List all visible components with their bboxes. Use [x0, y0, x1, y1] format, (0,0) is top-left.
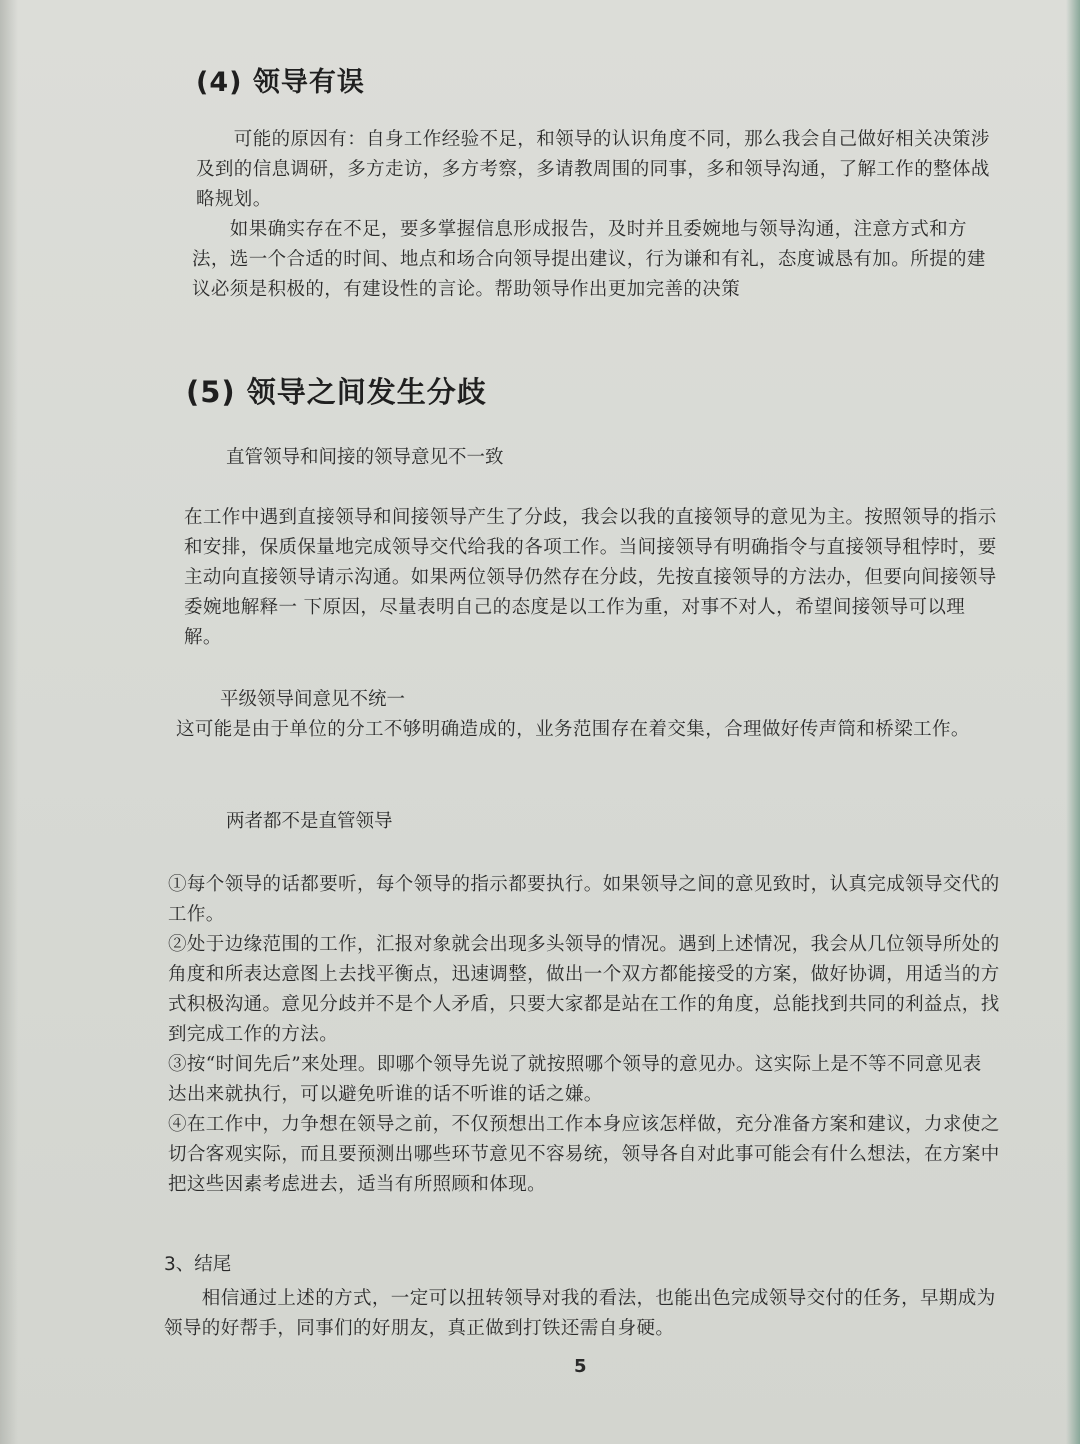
- section-3-heading: 3、结尾: [164, 1254, 232, 1275]
- section-4-paragraph-1: 可能的原因有：自身工作经验不足，和领导的认识角度不同，那么我会自己做好相关决策涉及到的信息调研，多方走访，多方考察，多请教周围的同事，多和领导沟通，了解工作的整体战略规划。: [196, 129, 990, 210]
- section-5-subheading-2: 平级领导间意见不统一: [220, 689, 406, 710]
- list-item: ③按“时间先后”来处理。即哪个领导先说了就按照哪个领导的意见办。这实际上是不等不同意见表达出来就执行，可以避免听谁的话不听谁的话之嫌。: [168, 1054, 982, 1105]
- page-number: 5: [574, 1356, 587, 1377]
- page-shadow-right: [1066, 0, 1080, 1444]
- section-5-subheading-3: 两者都不是直管领导: [226, 811, 393, 832]
- list-item: ②处于边缘范围的工作，汇报对象就会出现多头领导的情况。遇到上述情况，我会从几位领导所处的角度和所表达意图上去找平衡点，迅速调整，做出一个双方都能接受的方案，做好协调，用适当的方式积极沟通。意见分歧并不是个人矛盾，只要大家都是站在工作的角度，总能找到共同的利益点，找到完成工作的方法。: [168, 934, 1000, 1045]
- page-shadow-left: [0, 0, 18, 1444]
- list-item: ④在工作中，力争想在领导之前，不仅预想出工作本身应该怎样做，充分准备方案和建议，力求使之切合客观实际，而且要预测出哪些环节意见不容易统，领导各自对此事可能会有什么想法，在方案中把这些因素考虑进去，适当有所照顾和体现。: [168, 1114, 1000, 1195]
- section-5-heading: (5) 领导之间发生分歧: [186, 375, 487, 409]
- section-5-paragraph-2: 这可能是由于单位的分工不够明确造成的，业务范围存在着交集，合理做好传声筒和桥梁工作。: [176, 719, 970, 740]
- section-5-subheading-1: 直管领导和间接的领导意见不一致: [226, 447, 504, 468]
- list-item: ①每个领导的话都要听，每个领导的指示都要执行。如果领导之间的意见致时，认真完成领导交代的工作。: [168, 874, 1000, 925]
- section-4-heading: (4) 领导有误: [196, 67, 365, 98]
- section-5-paragraph-1: 在工作中遇到直接领导和间接领导产生了分歧，我会以我的直接领导的意见为主。按照领导的指示和安排，保质保量地完成领导交代给我的各项工作。当间接领导有明确指令与直接领导租悖时，要 主动向直接领导请示沟通。如果两位领导仍然存在分歧，先按直接领导的方法办，但要向间接领导委婉地解释一 下原因，尽量表明自己的态度是以工作为重，对事不对人，希望间接领导可以理解。: [184, 507, 997, 648]
- section-5-list: [168, 870, 1000, 1200]
- conclusion-paragraph: 相信通过上述的方式，一定可以扭转领导对我的看法，也能出色完成领导交付的任务，早期成为领导的好帮手，同事们的好朋友，真正做到打铁还需自身硬。: [164, 1288, 996, 1339]
- section-4-paragraph-2: 如果确实存在不足，要多掌握信息形成报告，及时并且委婉地与领导沟通，注意方式和方法，选一个合适的时间、地点和场合向领导提出建议，行为谦和有礼，态度诚恳有加。所提的建议必须是积极的，有建设性的言论。帮助领导作出更加完善的决策: [192, 219, 986, 300]
